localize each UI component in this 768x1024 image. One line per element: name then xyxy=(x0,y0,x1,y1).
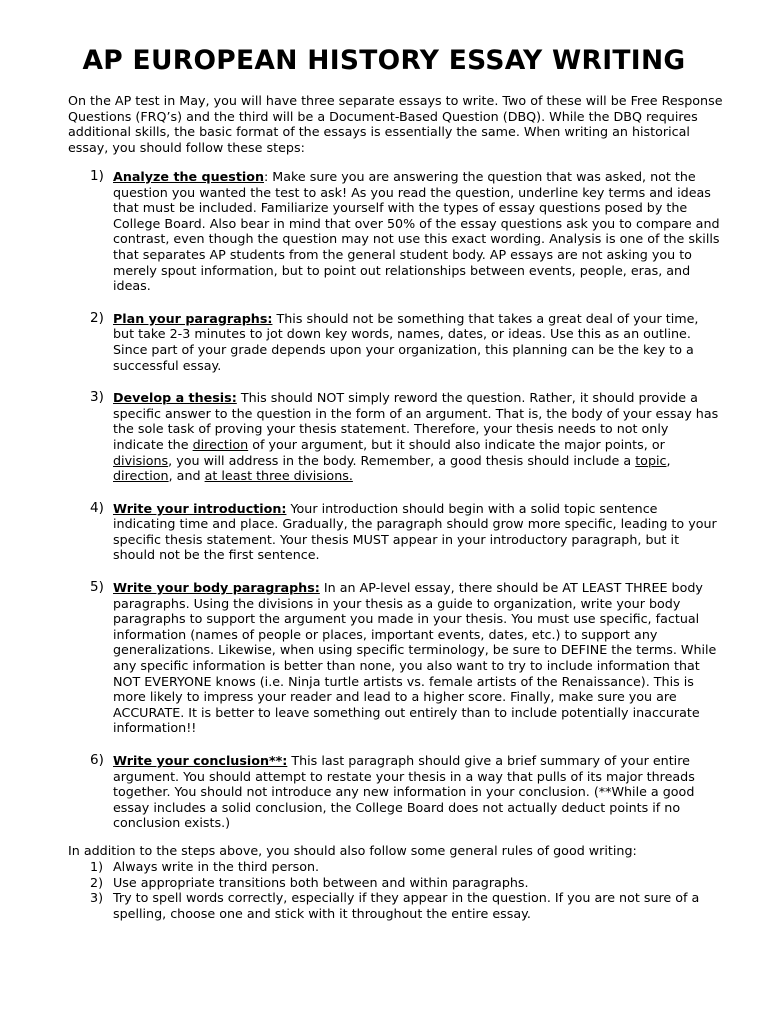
step-number: 6) xyxy=(90,752,104,768)
step-number: 2) xyxy=(90,309,104,326)
underlined-term: direction xyxy=(192,436,249,452)
step-heading: Write your body paragraphs: xyxy=(113,580,320,596)
rule-text: Use appropriate transitions both between and within paragraphs. xyxy=(113,874,529,890)
rule-number: 2) xyxy=(90,874,104,890)
underlined-term: divisions xyxy=(113,452,169,468)
step-number: 5) xyxy=(90,579,104,596)
rule-number: 3) xyxy=(90,890,104,906)
step-number: 3) xyxy=(90,389,104,406)
step-number: 4) xyxy=(90,499,104,516)
step-text: , and xyxy=(168,468,205,484)
underlined-term: topic xyxy=(635,452,667,468)
step-text: Your introduction should begin with a solid topic sentence indicating time and place. Gradually, the paragraph should grow more specific, leading to your specific thesis statement. Your thesis MUST appear in your introductory paragraph, but it should not be the first sentence. xyxy=(113,500,717,563)
step-text: In an AP-level essay, there should be AT LEAST THREE body paragraphs. Using the divisions in your thesis as a guide to organization, write your body paragraphs to support the argument you made in your thesis. You must use specific, factual information (names of people or places, important events, dates, etc.) to support any generalizations. Likewise, when using specific terminology, be sure to DEFINE the terms. While any specific information is better than none, you also want to try to include information that NOT EVERYONE knows (i.e. Ninja turtle artists vs. female artists of the Renaissance). This is more likely to impress your reader and lead to a higher score. Finally, make sure you are ACCURATE. It is better to leave something out entirely than to include potentially inaccurate information!! xyxy=(113,580,717,736)
step-heading: Develop a thesis: xyxy=(113,390,237,406)
step-develop-thesis xyxy=(0,390,723,484)
document-title: AP EUROPEAN HISTORY ESSAY WRITING xyxy=(82,45,686,76)
step-text: , xyxy=(666,452,671,468)
intro-paragraph: On the AP test in May, you will have three separate essays to write. Two of these will be Free Response Questions (FRQ’s) and the third will be a Document-Based Question (DBQ). While the DBQ requires additional skills, the basic format of the essays is essentially the same. When writing an historical essay, you should follow these steps: xyxy=(68,93,723,155)
step-heading: Plan your paragraphs: xyxy=(113,310,273,326)
underlined-term: direction xyxy=(113,468,169,484)
rule-number: 1) xyxy=(90,859,104,874)
step-write-introduction xyxy=(0,501,723,563)
steps-list xyxy=(0,169,768,848)
step-text: This should NOT simply reword the question. Rather, it should provide a specific answer to the question in the form of an argument. That is, the body of your essay has the sole task of proving your thesis statement. Therefore, your thesis needs to not only indicate the xyxy=(113,390,719,452)
closing-paragraph: In addition to the steps above, you should also follow some general rules of good writing: xyxy=(68,843,637,858)
step-heading: Write your introduction: xyxy=(113,500,287,516)
step-write-conclusion xyxy=(0,753,723,831)
step-number: 1) xyxy=(90,168,104,184)
rule-text: Always write in the third person. xyxy=(113,859,320,874)
step-text: This should not be something that takes a great deal of your time, but take 2-3 minutes to jot down key words, names, dates, or ideas. Use this as an outline. Since part of your grade depends upon your organization, this planning can be the key to a successful essay. xyxy=(113,310,699,373)
step-text: This last paragraph should give a brief summary of your entire argument. You should attempt to restate your thesis in a way that pulls of its major threads together. You should not introduce any new information in your conclusion. (**While a good essay includes a solid conclusion, the College Board does not actually deduct points if no conclusion exists.) xyxy=(113,753,695,831)
underlined-term: at least three divisions. xyxy=(204,468,353,484)
step-plan-paragraphs xyxy=(0,311,723,373)
step-text: : Make sure you are answering the question that was asked, not the question you wanted the test to ask! As you read the question, underline key terms and ideas that must be included. Familiarize yourself with the types of essay questions posed by the College Board. Also bear in mind that over 50% of the essay questions ask you to compare and contrast, even though the question may not use this exact wording. Analysis is one of the skills that separates AP students from the general student body. AP essays are not asking you to merely spout information, but to point out relationships between events, people, eras, and ideas. xyxy=(113,169,720,294)
step-heading: Analyze the question xyxy=(113,169,264,184)
rules-list xyxy=(0,859,768,921)
rule-text: Try to spell words correctly, especially if they appear in the question. If you are not sure of a spelling, choose one and stick with it throughout the entire essay. xyxy=(113,890,700,921)
step-text: , you will address in the body. Remember, a good thesis should include a xyxy=(168,452,636,468)
step-heading: Write your conclusion**: xyxy=(113,753,288,768)
step-text: of your argument, but it should also indicate the major points, or xyxy=(248,436,665,452)
rule-item xyxy=(0,859,723,875)
step-analyze-question xyxy=(0,169,723,294)
rule-item xyxy=(0,875,723,891)
step-write-body-paragraphs xyxy=(0,580,723,736)
rule-item xyxy=(0,890,723,921)
